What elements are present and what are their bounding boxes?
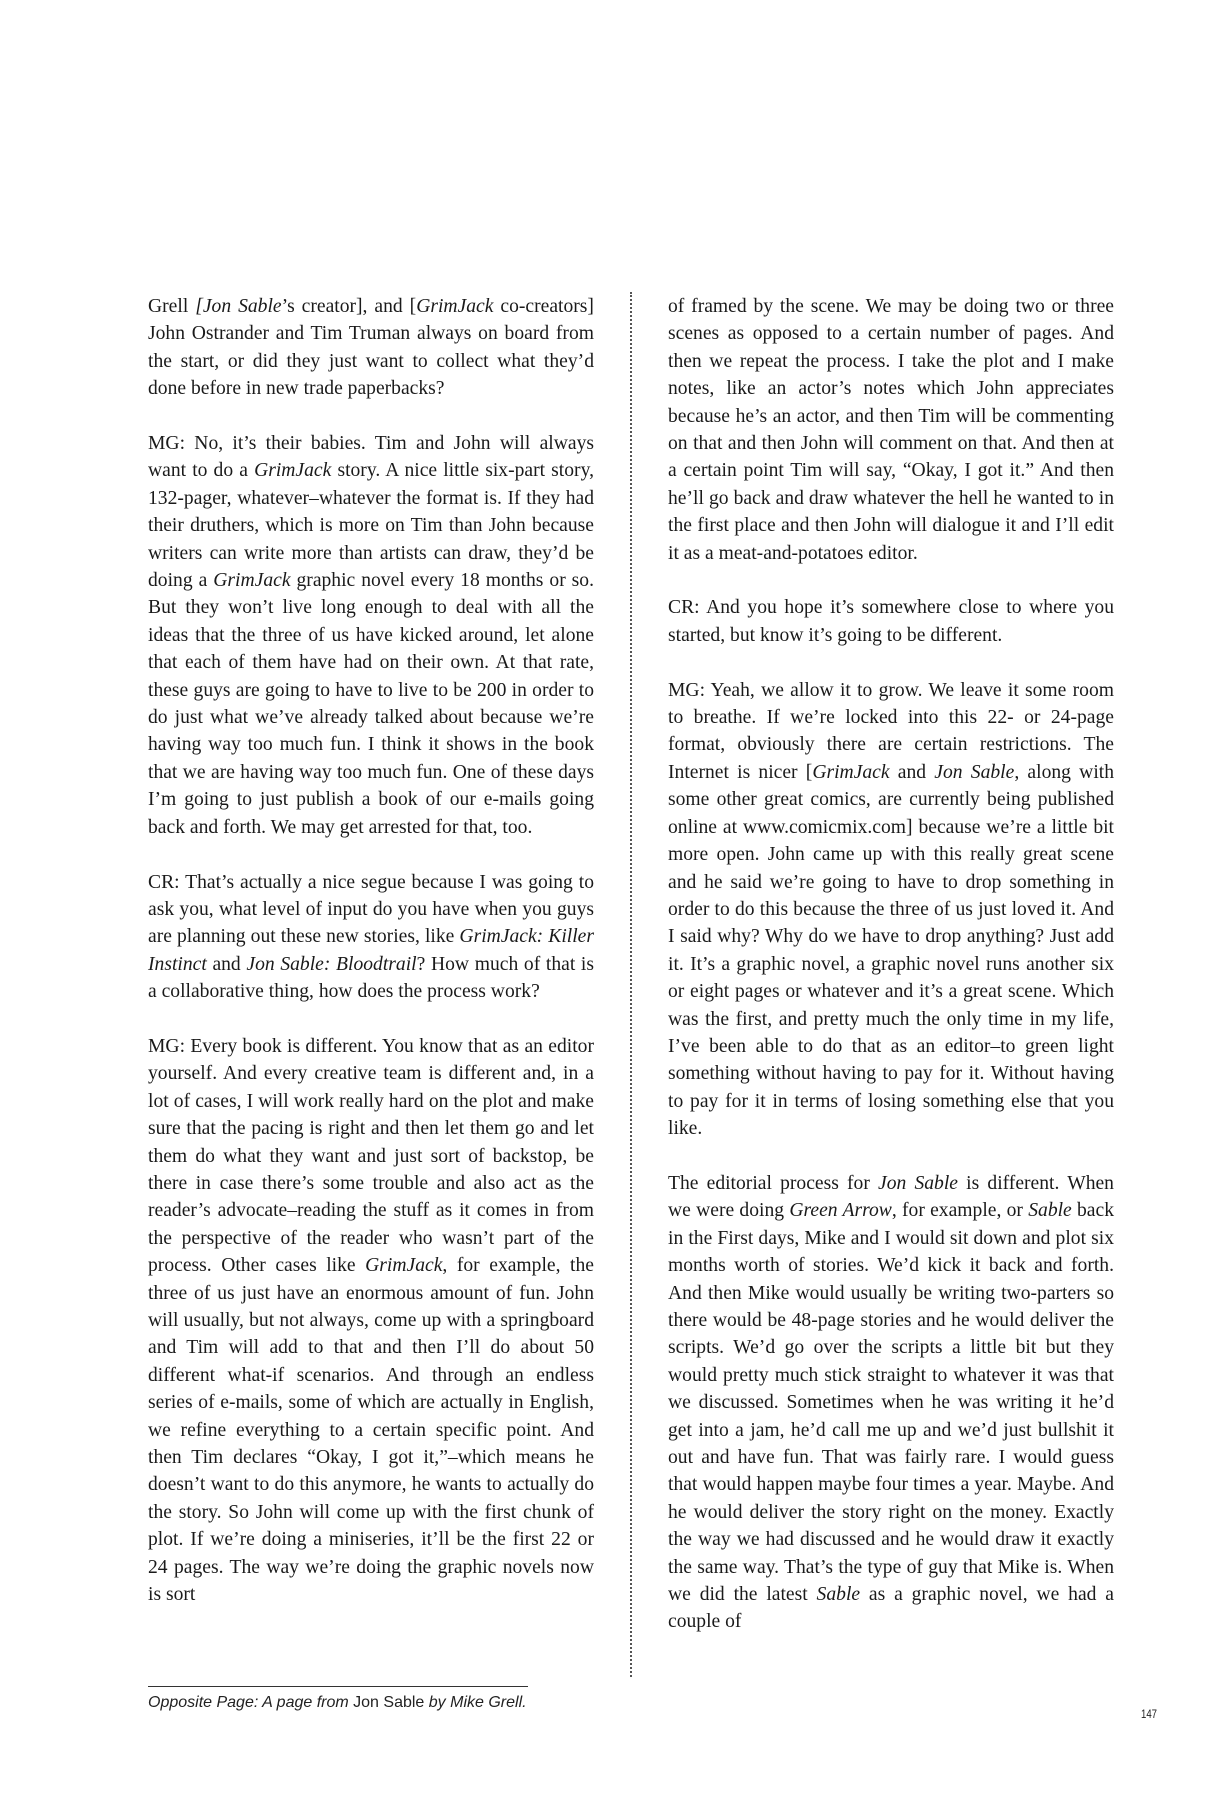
right-column [668, 293, 1114, 1636]
left-column [148, 293, 594, 1608]
paragraph: MG: Yeah, we allow it to grow. We leave it some room to breathe. If we’re locked into this 22- or 24-page format, obviously there are certain restrictions. The Internet is nicer [GrimJack and Jon Sable, along with some other great comics, are currently being published online at www.comicmix.com] because we’re a little bit more open. John came up with this really great scene and he said we’re going to have to drop something in order to do this because the three of us just loved it. And I said why? Why do we have to drop anything? Just add it. It’s a graphic novel, a graphic novel runs another six or eight pages or whatever and it’s a great scene. Which was the first, and pretty much the only time in my life, I’ve been able to do that as an editor–to green light something without having to pay for it. Without having to pay for it in terms of losing something else that you like. [668, 679, 1115, 1140]
paragraph: MG: No, it’s their babies. Tim and John will always want to do a GrimJack story. A nice little six-part story, 132-pager, whatever–whatever the format is. If they had their druthers, which is more on Tim than John because writers can write more than artists can draw, they’d be doing a GrimJack graphic novel every 18 months or so. But they won’t live long enough to deal with all the ideas that the three of us have kicked around, let alone that each of them have had on their own. At that rate, these guys are going to have to live to be 200 in order to do just what we’ve already talked about because we’re having way too much fun. I think it shows in the book that we are having way too much fun. One of these days I’m going to just publish a book of our e-mails going back and forth. We may get arrested for that, too. [148, 433, 595, 838]
paragraph: Grell [Jon Sable’s creator], and [GrimJack co-creators] John Ostrander and Tim Truman always on board from the start, or did they just want to collect what they’d done before in new trade paperbacks? [148, 296, 594, 400]
caption-rule [148, 1686, 528, 1687]
paragraph: MG: Every book is different. You know that as an editor yourself. And every creative team is different and, in a lot of cases, I will work really hard on the plot and make sure that the pacing is right and then let them go and let them do what they want and just sort of backstop, be there in case there’s some trouble and also act as the reader’s advocate–reading the stuff as it comes in from the perspective of the reader who wasn’t part of the process. Other cases like GrimJack, for example, the three of us just have an enormous amount of fun. John will usually, but not always, come up with a springboard and Tim will add to that and then I’ll do about 50 different what-if scenarios. And through an endless series of e-mails, some of which are actually in English, we refine everything to a certain specific point. And then Tim declares “Okay, I got it,”–which means he doesn’t want to do this anymore, he wants to actually do the story. So John will come up with the first chunk of plot. If we’re doing a miniseries, it’ll be the first 22 or 24 pages. The way we’re doing the graphic novels now is sort [148, 1035, 594, 1606]
figure-caption: Opposite Page: A page from Jon Sable by Mike Grell. [148, 1694, 527, 1711]
paragraph: CR: That’s actually a nice segue because I was going to ask you, what level of input do you have when you guys are planning out these new stories, like GrimJack: Killer Instinct and Jon Sable: Bloodtrail? How much of that is a collaborative thing, how does the process work? [148, 871, 595, 1003]
page-number: 147 [1141, 1707, 1158, 1721]
paragraph: of framed by the scene. We may be doing two or three scenes as opposed to a certain number of pages. And then we repeat the process. I take the plot and I make notes, like an actor’s notes which John appreciates because he’s an actor, and then Tim will be commenting on that and then John will comment on that. And then at a certain point Tim will say, “Okay, I got it.” And then he’ll go back and draw whatever the hell he wanted to in the first place and then John will dialogue it and I’ll edit it as a meat-and-potatoes editor. [668, 296, 1114, 564]
column-divider [630, 292, 632, 1677]
paragraph: The editorial process for Jon Sable is different. When we were doing Green Arrow, for example, or Sable back in the First days, Mike and I would sit down and plot six months worth of stories. We’d kick it back and forth. And then Mike would usually be writing two-parters so there would be 48-page stories and he would deliver the scripts. We’d go over the scripts a little bit but they would pretty much stick straight to whatever it was that we discussed. Sometimes when he was writing it he’d get into a jam, he’d call me up and we’d just bullshit it out and have fun. That was fairly rare. I would guess that would happen maybe four times a year. Maybe. And he would deliver the story right on the money. Exactly the way we had discussed and he would draw it exactly the same way. That’s the type of guy that Mike is. When we did the latest Sable as a graphic novel, we had a couple of [668, 1172, 1115, 1633]
paragraph: CR: And you hope it’s somewhere close to where you started, but know it’s going to be different. [668, 597, 1114, 646]
